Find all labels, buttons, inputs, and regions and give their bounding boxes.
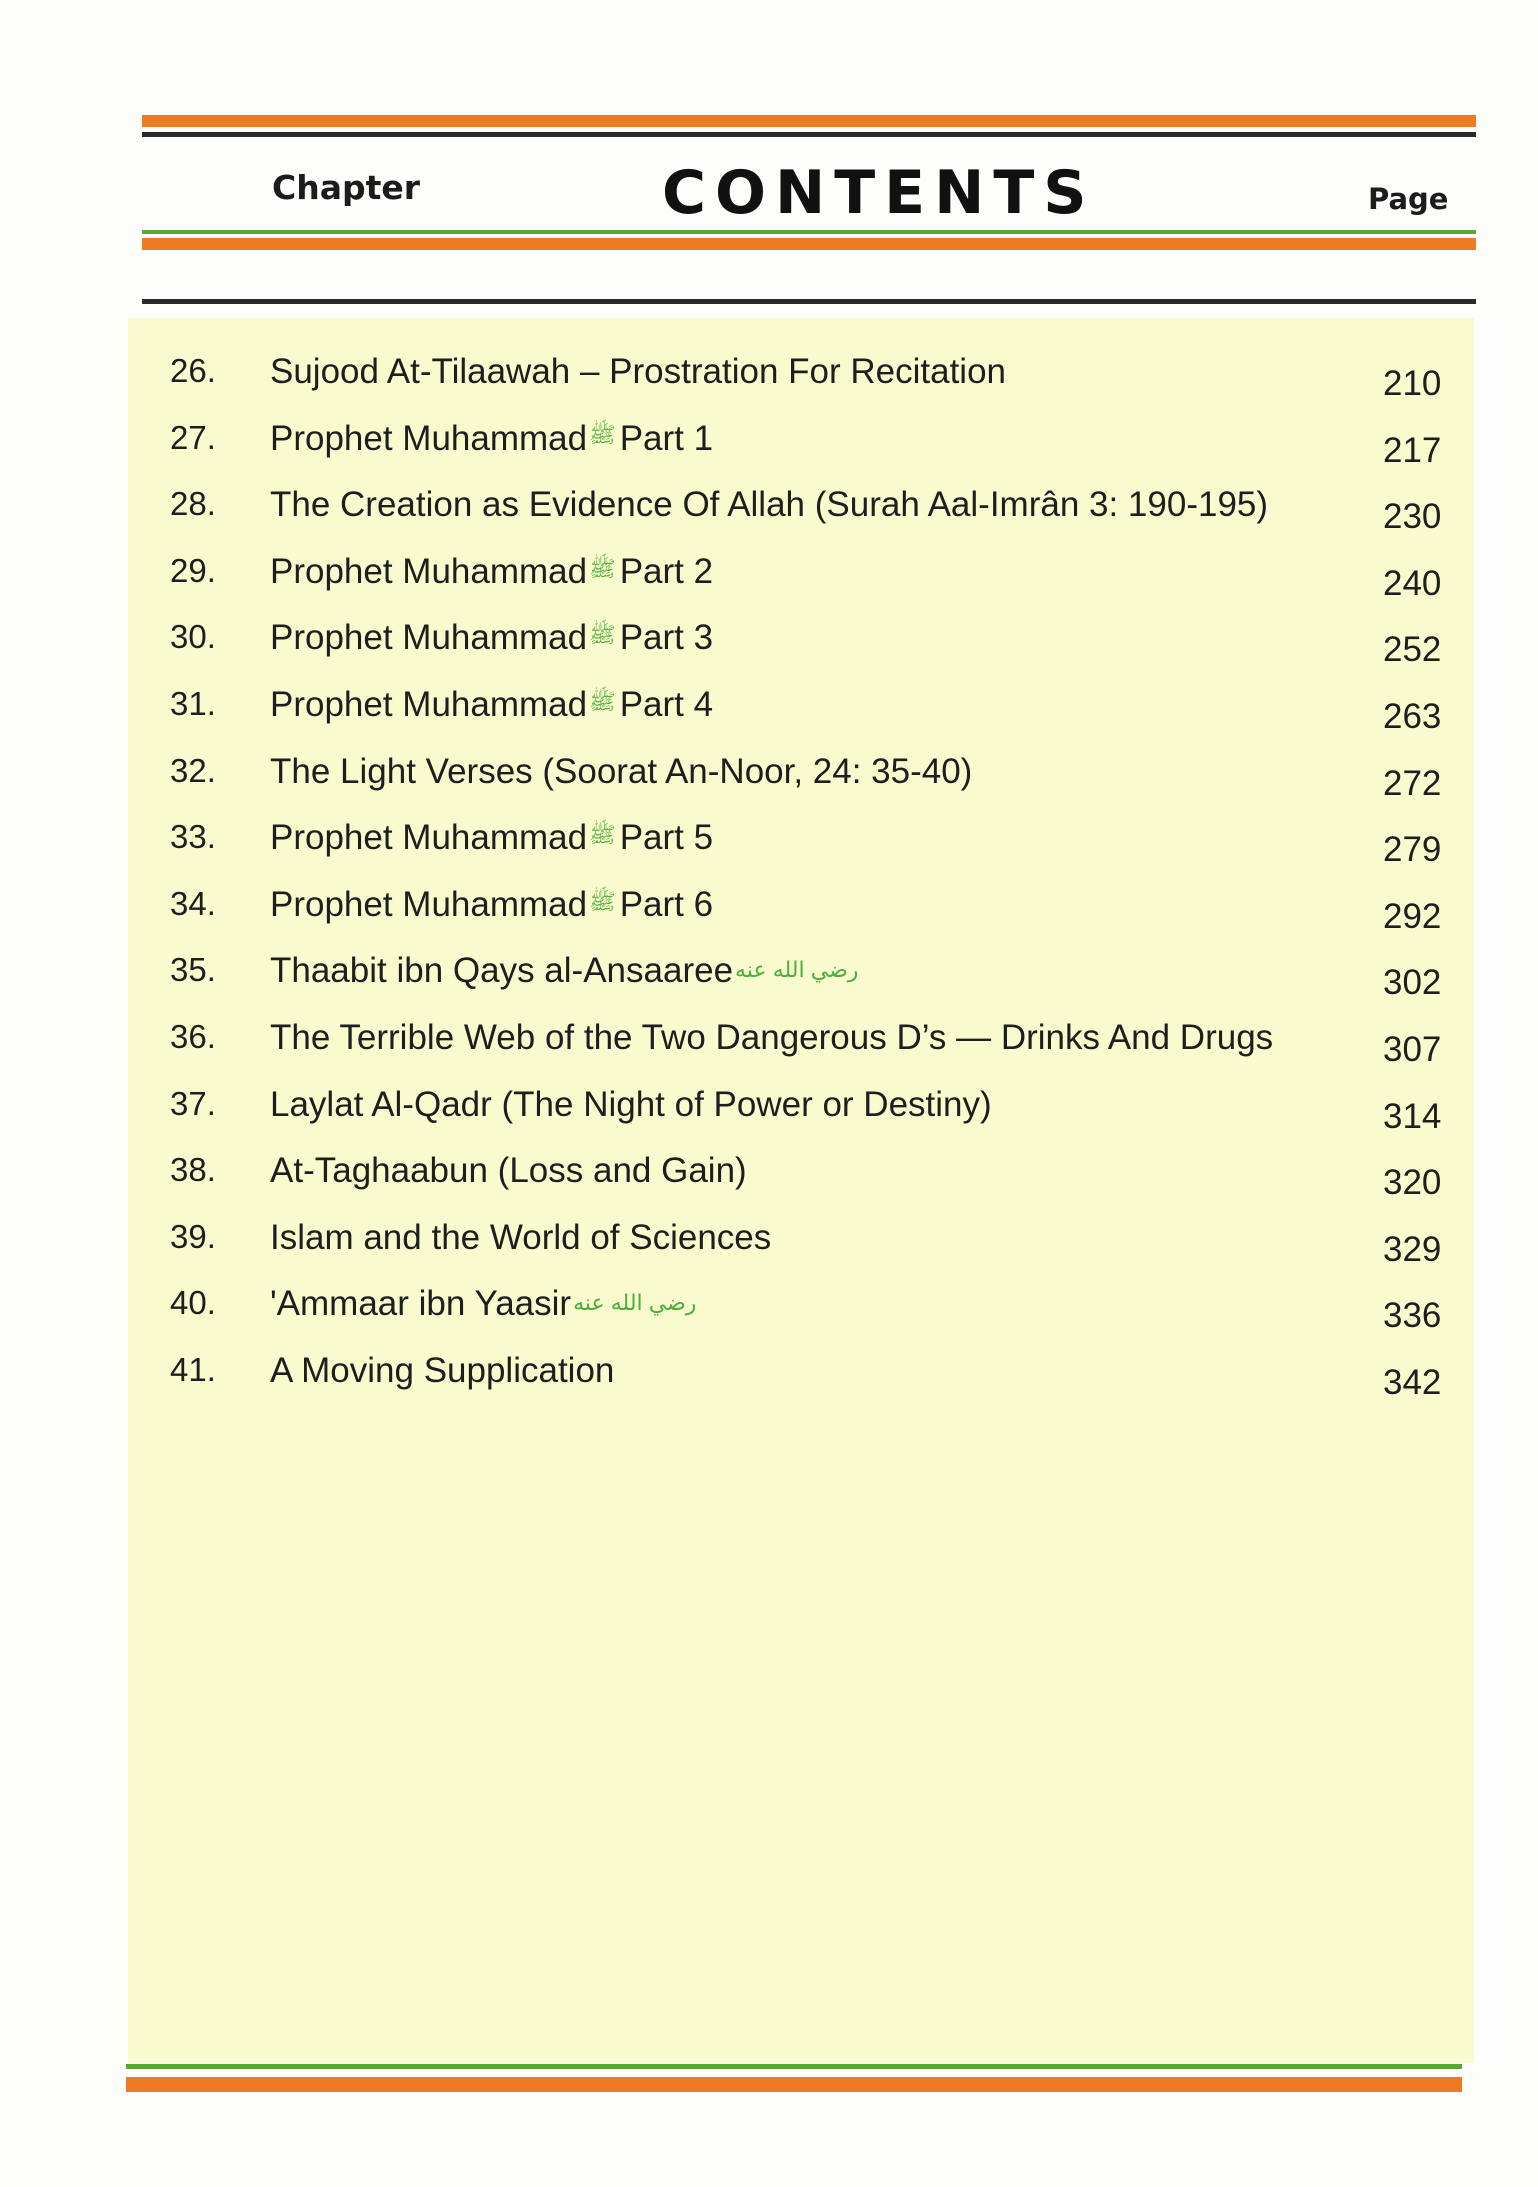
chapter-number: 33. <box>170 818 216 856</box>
chapter-number: 28. <box>170 485 216 523</box>
honorific-calligraphy: رضي الله عنه <box>735 957 859 983</box>
contents-panel <box>128 318 1474 2063</box>
chapter-title-text: Prophet Muhammad <box>270 418 588 458</box>
chapter-part-label: Part 5 <box>619 818 714 858</box>
chapter-title <box>270 1218 771 1258</box>
chapter-title-text: The Creation as Evidence Of Allah (Surah Aal-Imrân 3: 190-195) <box>270 485 1269 525</box>
page-number: 336 <box>1383 1296 1442 1336</box>
chapter-title-text: Prophet Muhammad <box>270 884 588 924</box>
chapter-title <box>270 685 713 725</box>
page-number: 314 <box>1383 1096 1442 1136</box>
header-green-stripe <box>142 230 1476 234</box>
chapter-number: 38. <box>170 1151 216 1189</box>
header-orange-stripe-bottom <box>142 238 1476 250</box>
chapter-number: 31. <box>170 685 216 722</box>
toc-entry[interactable] <box>128 818 1474 878</box>
chapter-title-text: Laylat Al-Qadr (The Night of Power or Destiny) <box>270 1084 992 1124</box>
toc-entry[interactable] <box>128 1284 1474 1344</box>
chapter-title-text: Prophet Muhammad <box>270 618 588 658</box>
footer-green-stripe <box>126 2064 1462 2069</box>
chapter-number: 32. <box>170 751 216 789</box>
honorific-calligraphy: ﷺ <box>589 622 616 648</box>
page-number: 263 <box>1383 697 1442 736</box>
honorific-calligraphy: ﷺ <box>589 821 616 847</box>
page-number: 217 <box>1383 430 1442 470</box>
toc-entry[interactable] <box>128 1151 1474 1211</box>
chapter-number: 34. <box>170 884 216 922</box>
honorific-calligraphy: ﷺ <box>589 422 616 448</box>
honorific-calligraphy: رضي الله عنه <box>573 1290 697 1316</box>
chapter-number: 39. <box>170 1217 216 1255</box>
chapter-title-text: Sujood At-Tilaawah – Prostration For Recitation <box>270 352 1007 391</box>
toc-entry[interactable] <box>128 1351 1474 1411</box>
toc-entry[interactable] <box>128 685 1474 745</box>
chapter-part-label: Part 6 <box>619 884 714 924</box>
chapter-title <box>270 552 713 592</box>
header-orange-stripe <box>142 115 1476 127</box>
chapter-title <box>270 818 713 858</box>
toc-entry[interactable] <box>128 1218 1474 1278</box>
chapter-title-text: At-Taghaabun (Loss and Gain) <box>270 1151 747 1191</box>
chapter-title-text: Prophet Muhammad <box>270 818 588 858</box>
page-number: 342 <box>1383 1363 1442 1402</box>
chapter-title-text: Prophet Muhammad <box>270 551 588 591</box>
page-number: 302 <box>1383 963 1442 1003</box>
chapter-number: 40. <box>170 1284 216 1322</box>
chapter-number: 37. <box>170 1084 216 1122</box>
chapter-title-text: Thaabit ibn Qays al-Ansaaree <box>270 951 734 991</box>
chapter-number: 29. <box>170 551 216 589</box>
chapter-title <box>270 951 862 991</box>
chapter-title <box>270 885 713 925</box>
toc-entry[interactable] <box>128 1018 1474 1078</box>
chapter-number: 26. <box>170 352 216 389</box>
chapter-title-text: A Moving Supplication <box>270 1351 615 1390</box>
chapter-title-text: The Light Verses (Soorat An-Noor, 24: 35-40) <box>270 751 973 791</box>
toc-entry[interactable] <box>128 552 1474 612</box>
page-number: 210 <box>1383 364 1442 403</box>
chapter-number: 30. <box>170 618 216 656</box>
header-dark-rule <box>142 132 1476 137</box>
footer-orange-stripe <box>126 2077 1462 2092</box>
honorific-calligraphy: ﷺ <box>589 688 616 714</box>
chapter-number: 41. <box>170 1351 216 1388</box>
page-title: CONTENTS <box>662 158 1096 228</box>
toc-entry[interactable] <box>128 352 1474 412</box>
page-number: 230 <box>1383 497 1442 537</box>
page-number: 320 <box>1383 1163 1442 1203</box>
chapter-title <box>270 1151 747 1191</box>
page-column-label: Page <box>1368 182 1449 216</box>
toc-entry[interactable] <box>128 951 1474 1011</box>
chapter-part-label: Part 2 <box>619 551 714 591</box>
chapter-title <box>270 752 972 792</box>
page-number: 252 <box>1383 630 1442 670</box>
page-number: 240 <box>1383 563 1442 603</box>
toc-entry[interactable] <box>128 485 1474 545</box>
toc-entry[interactable] <box>128 1085 1474 1145</box>
chapter-number: 36. <box>170 1018 216 1055</box>
page-number: 307 <box>1383 1030 1442 1069</box>
toc-entry[interactable] <box>128 419 1474 479</box>
chapter-title <box>270 485 1268 525</box>
toc-entry[interactable] <box>128 752 1474 812</box>
chapter-title <box>270 1351 614 1391</box>
chapter-title <box>270 1085 992 1125</box>
chapter-title <box>270 1018 1273 1058</box>
chapter-title <box>270 618 713 658</box>
contents-top-rule <box>142 299 1476 304</box>
chapter-number: 35. <box>170 951 216 989</box>
chapter-title <box>270 352 1006 392</box>
honorific-calligraphy: ﷺ <box>589 888 616 914</box>
chapter-title-text: Prophet Muhammad <box>270 685 588 724</box>
chapter-part-label: Part 3 <box>619 618 714 658</box>
page-number: 272 <box>1383 763 1442 803</box>
page-number: 329 <box>1383 1229 1442 1269</box>
chapter-title-text: 'Ammaar ibn Yaasir <box>270 1284 572 1324</box>
toc-entry[interactable] <box>128 885 1474 945</box>
page-number: 292 <box>1383 896 1442 936</box>
chapter-number: 27. <box>170 418 216 456</box>
chapter-part-label: Part 1 <box>619 418 714 458</box>
chapter-part-label: Part 4 <box>619 685 714 724</box>
chapter-title-text: Islam and the World of Sciences <box>270 1217 772 1257</box>
page-number: 279 <box>1383 830 1442 870</box>
chapter-title <box>270 1284 700 1324</box>
chapter-title-text: The Terrible Web of the Two Dangerous D’s — Drinks And Drugs <box>270 1018 1274 1057</box>
chapter-column-label: Chapter <box>272 168 421 207</box>
toc-entry[interactable] <box>128 618 1474 678</box>
chapter-title <box>270 419 713 459</box>
honorific-calligraphy: ﷺ <box>589 555 616 581</box>
